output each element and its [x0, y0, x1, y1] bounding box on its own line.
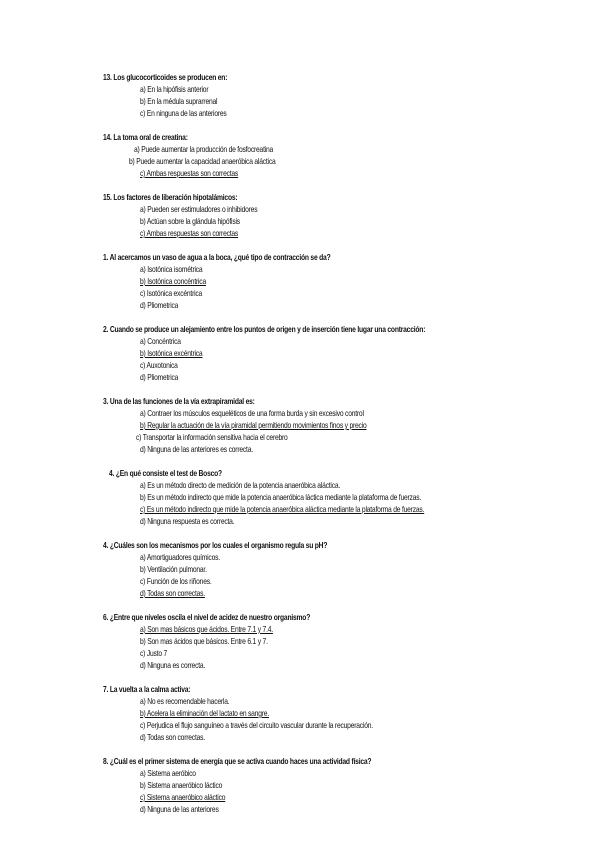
answer-option: a) Es un método directo de medición de la potencia anaeróbica aláctica.	[140, 481, 341, 490]
answer-option: c) Isotónica excéntrica	[140, 289, 203, 298]
answer-option: c) Auxotonica	[140, 361, 178, 370]
answer-option: a) En la hipófisis anterior	[140, 85, 209, 94]
question-title: 2. Cuando se produce un alejamiento entre los puntos de origen y de inserción tiene lugar una contracción:	[103, 325, 426, 334]
question-title: 8. ¿Cuál es el primer sistema de energía que se activa cuando haces una actividad física?	[103, 757, 372, 766]
answer-option: a) Isotónica isométrica	[140, 265, 203, 274]
question-title: 13. Los glucocorticoides se producen en:	[103, 73, 228, 82]
answer-option: a) Concéntrica	[140, 337, 181, 346]
question-title: 14. La toma oral de creatina:	[103, 133, 188, 142]
answer-option: a) Amortiguadores químicos.	[140, 553, 220, 562]
answer-option-marked: c) Es un método indirecto que mide la potencia anaeróbica aláctica mediante la plataforma de fuerzas.	[140, 505, 425, 514]
answer-option: c) Justo 7	[140, 649, 168, 658]
question-title: 15. Los factores de liberación hipotalámicos:	[103, 193, 238, 202]
answer-option-marked: c) Sistema anaeróbico aláctico	[140, 793, 226, 802]
question-title: 3. Una de las funciones de la vía extrapiramidal es:	[103, 397, 255, 406]
answer-option-marked: b) Acelera la eliminación del lactato en sangre.	[140, 709, 269, 718]
answer-option-marked: c) Ambas respuestas son correctas	[140, 229, 239, 238]
answer-option: c) Perjudica el flujo sanguíneo a través del circuito vascular durante la recuperación.	[140, 721, 373, 730]
answer-option-marked: c) Ambas respuestas son correctas	[140, 169, 239, 178]
answer-option: b) En la médula suprarrenal	[140, 97, 218, 106]
answer-option: b) Son mas ácidos que básicos. Entre 6.1 y 7.	[140, 637, 268, 646]
question-title: 4. ¿En qué consiste el test de Bosco?	[109, 469, 222, 478]
answer-option: a) Puede aumentar la producción de fosfocreatina	[134, 145, 274, 154]
answer-option-marked: b) Isotónica excéntrica	[140, 349, 203, 358]
answer-option: b) Puede aumentar la capacidad anaeróbica aláctica	[129, 157, 276, 166]
answer-option: d) Ninguna de las anteriores es correcta.	[140, 445, 253, 454]
answer-option: d) Ninguna es correcta.	[140, 661, 206, 670]
answer-option: d) Ninguna respuesta es correcta.	[140, 517, 235, 526]
answer-option: b) Actúan sobre la glándula hipófisis	[140, 217, 240, 226]
answer-option: b) Es un método indirecto que mide la potencia anaeróbica láctica mediante la plataforma de fuerzas.	[140, 493, 422, 502]
answer-option: d) Pliometrica	[140, 373, 179, 382]
answer-option: c) En ninguna de las anteriores	[140, 109, 227, 118]
answer-option: c) Función de los riñones.	[140, 577, 212, 586]
answer-option-marked: b) Isotónica concéntrica	[140, 277, 206, 286]
answer-option: a) Pueden ser estimuladores o inhibidores	[140, 205, 258, 214]
question-title: 7. La vuelta a la calma activa:	[103, 685, 191, 694]
question-title: 1. Al acercamos un vaso de agua a la boca, ¿qué tipo de contracción se da?	[103, 253, 331, 262]
answer-option-marked: a) Son mas básicos que ácidos. Entre 7.1 y 7.4.	[140, 625, 273, 634]
answer-option: d) Todas son correctas.	[140, 733, 205, 742]
answer-option: d) Pliometrica	[140, 301, 179, 310]
answer-option: c) Transportar la información sensitiva hacia el cerebro	[136, 433, 288, 442]
answer-option-marked: d) Todas son correctas.	[140, 589, 205, 598]
answer-option: a) Sistema aeróbico	[140, 769, 196, 778]
answer-option: b) Ventilación pulmonar.	[140, 565, 207, 574]
question-title: 6. ¿Entre que niveles oscila el nivel de acidez de nuestro organismo?	[103, 613, 311, 622]
question-title: 4. ¿Cuáles son los mecanismos por los cuales el organismo regula su pH?	[103, 541, 328, 550]
answer-option: a) Contraer los músculos esqueléticos de una forma burda y sin excesivo control	[140, 409, 364, 418]
answer-option: a) No es recomendable hacerla.	[140, 697, 230, 706]
answer-option-marked: b) Regular la actuación de la vía piramidal permitiendo movimientos finos y precio	[140, 421, 367, 430]
answer-option: b) Sistema anaeróbico láctico	[140, 781, 223, 790]
answer-option: d) Ninguna de las anteriores	[140, 805, 219, 814]
